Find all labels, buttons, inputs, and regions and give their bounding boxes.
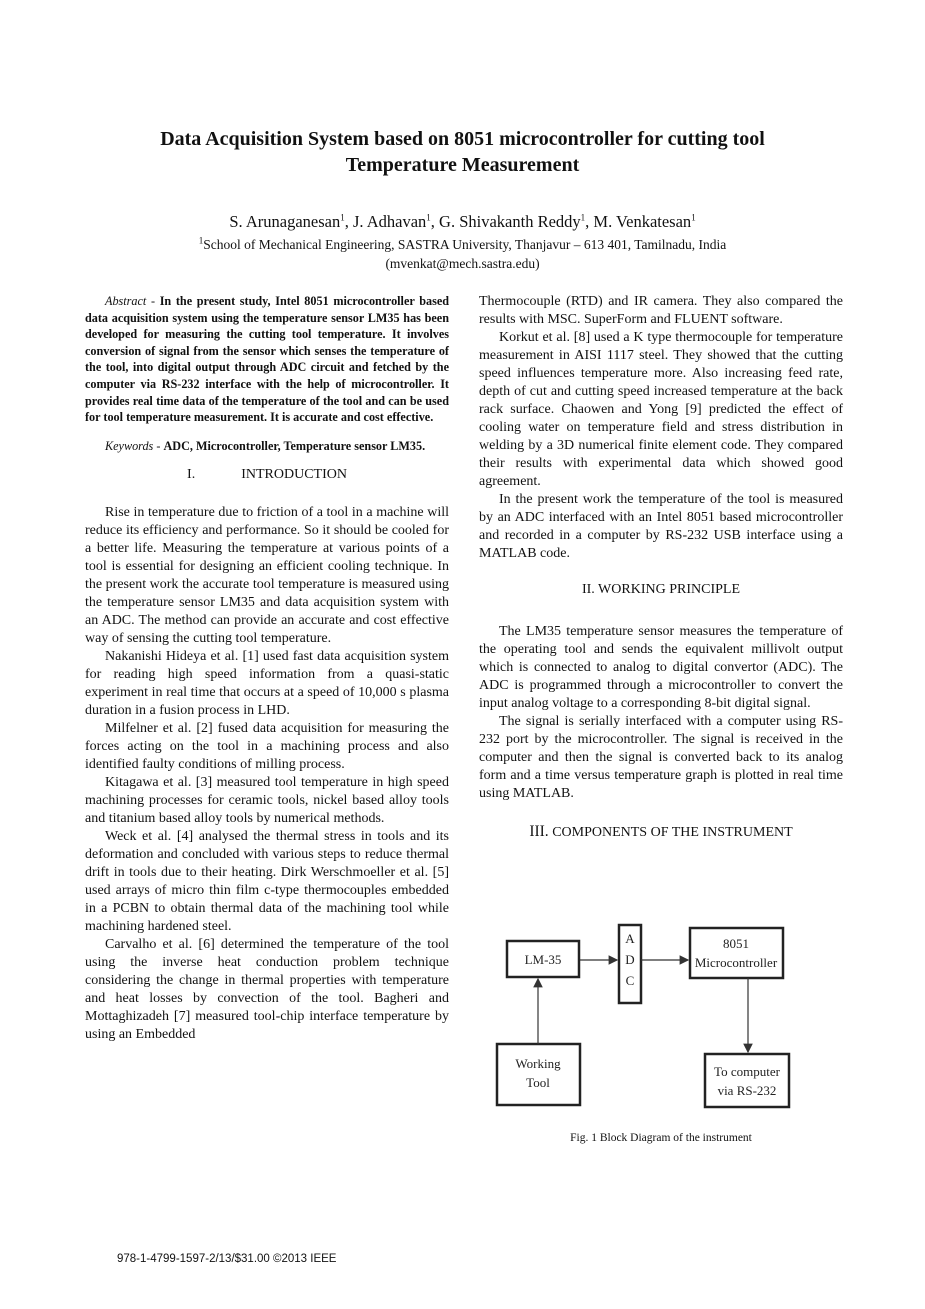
copyright-footer: 978-1-4799-1597-2/13/$31.00 ©2013 IEEE (117, 1253, 337, 1265)
author-superscript: 1 (340, 212, 345, 223)
author-name: G. Shivakanth Reddy (439, 212, 581, 231)
paragraph: Nakanishi Hideya et al. [1] used fast data acquisition system for reading high speed information from a quasi-static experiment in real time that occurs at a speed of 10,000 s plasma duration in a fusion process in LHD. (85, 649, 449, 719)
author-list (60, 211, 865, 233)
section-number: I. (187, 467, 196, 483)
section-title: COMPONENTS OF THE INSTRUMENT (548, 825, 793, 840)
section-number: III. (529, 823, 549, 840)
author-name: J. Adhavan (352, 212, 427, 231)
author-superscript: 1 (580, 212, 586, 223)
figure-caption: Fig. 1 Block Diagram of the instrument (570, 1132, 752, 1144)
paragraph: The LM35 temperature sensor measures the temperature of the operating tool and sends the equivalent millivolt output which is connected to analog to digital convertor (ADC). The ADC is programmed through a microcontroller to convert the input analog voltage to a corresponding 8-bit digital signal. (479, 624, 843, 711)
block-diagram (493, 917, 793, 1117)
author-superscript: 1 (426, 212, 431, 223)
paragraph: Korkut et al. [8] used a K type thermocouple for temperature measurement in AISI 1117 steel. They showed that the cutting speed influences temperature more. Also increasing feed rate, depth of cut and cutting speed increased temperature at the back rack surface. Chaowen and Yong [9] predicted the effect of cooling water on temperature field and stress distribution in welding by a 3D numerical finite element code. They compared their results with experimental data which showed good agreement. (479, 330, 843, 489)
keywords-dash: - (153, 438, 164, 453)
paragraph: Rise in temperature due to friction of a tool in a machine will reduce its efficiency and performance. So it should be cooled for a better life. Measuring the temperature at various points of a tool is essential for designing an efficient cooling technique. In the present work the accurate tool temperature is measured using the temperature sensor LM35 and data acquisition system with an ADC. The method can provide an accurate and cost effective way of sensing the cutting tool temperature. (85, 505, 449, 647)
working-tool-line2: Tool (526, 1075, 550, 1090)
affiliation-superscript: 1 (198, 235, 204, 246)
adc-letter: C (625, 973, 635, 988)
adc-letter: A (625, 931, 635, 946)
affiliation-block (60, 235, 865, 273)
lm35-label: LM-35 (524, 952, 562, 967)
author-name: S. Arunaganesan (229, 212, 341, 231)
title-line-2: Temperature Measurement (345, 154, 580, 176)
mcu-label-line1: 8051 (723, 936, 749, 951)
working-tool-line1: Working (515, 1056, 561, 1071)
microcontroller-block (690, 928, 783, 978)
section-heading-components (479, 823, 843, 842)
affiliation (60, 235, 865, 254)
keywords-text: ADC, Microcontroller, Temperature sensor LM35. (163, 438, 426, 453)
abstract-label: Abstract (105, 294, 147, 308)
paragraph: Thermocouple (RTD) and IR camera. They also compared the results with MSC. SuperForm and FLUENT software. (479, 294, 843, 327)
section-title: INTRODUCTION (241, 467, 347, 483)
keywords-label: Keywords (105, 438, 154, 453)
paragraph: In the present work the temperature of the tool is measured by an ADC interfaced with an Intel 8051 based microcontroller and recorded in a computer by RS-232 USB interface using a MATLAB code. (479, 492, 843, 561)
title-line-1: Data Acquisition System based on 8051 microcontroller for cutting tool (160, 128, 765, 150)
paragraph: Milfelner et al. [2] fused data acquisition for measuring the forces acting on the tool in a machining process and also identified faulty conditions of milling process. (85, 721, 449, 773)
working-tool-block (497, 1044, 580, 1105)
adc-block (619, 925, 641, 1003)
paragraph: Weck et al. [4] analysed the thermal stress in tools and its deformation and concluded with various steps to reduce thermal drift in tools due to their heating. Dirk Werschmoeller et al. [5] used arrays of micro thin film c-type thermocouples embedded in a PCBN to obtain thermal data of the machining tool while machining hardened steel. (85, 829, 449, 935)
mcu-label-line2: Microcontroller (694, 955, 778, 970)
computer-line2: via RS-232 (717, 1083, 777, 1098)
section-heading-working-principle: II. WORKING PRINCIPLE (581, 582, 740, 597)
affiliation-text: School of Mechanical Engineering, SASTRA University, Thanjavur – 613 401, Tamilnadu, India (203, 237, 727, 252)
paragraph: The signal is serially interfaced with a computer using RS-232 port by the microcontroller. The signal is received in the computer and then the signal is converted back to its analog form and a time versus temperature graph is plotted in real time using MATLAB. (479, 714, 843, 801)
right-column (479, 293, 843, 852)
author-separator: , (344, 212, 353, 231)
adc-letter: D (625, 952, 635, 967)
computer-block (705, 1054, 789, 1107)
lm35-block (507, 941, 579, 977)
author-name: M. Venkatesan (593, 212, 692, 231)
keywords (85, 438, 449, 455)
abstract-text: In the present study, Intel 8051 microcontroller based data acquisition system using the temperature sensor LM35 has been developed for measuring the cutting tool temperature. It involves conversion of signal from the sensor which senses the temperature of the tool, into digital output through ADC circuit and fetched by the computer via RS-232 interface with the help of microcontroller. It provides real time data of the temperature of the tool and can be used for tool temperature measurement. It is accurate and cost effective. (85, 294, 450, 425)
abstract (85, 293, 449, 426)
section-heading-introduction (85, 466, 449, 484)
abstract-dash: - (146, 294, 160, 308)
paper-title (60, 126, 865, 178)
author-email: (mvenkat@mech.sastra.edu) (385, 256, 540, 271)
author-superscript: 1 (691, 212, 696, 223)
left-column (85, 293, 449, 1044)
paragraph: Carvalho et al. [6] determined the temperature of the tool using the inverse heat conduction problem technique considering the change in thermal properties with temperature and heat losses by convection of the tool. Bagheri and Mottaghizadeh [7] measured tool-chip interface temperature by using an Embedded (85, 937, 449, 1043)
author-separator: , (585, 212, 594, 231)
paragraph: Kitagawa et al. [3] measured tool temperature in high speed machining processes for ceramic tools, nickel based alloy tools and titanium based alloy tools by numerical methods. (85, 775, 449, 827)
author-separator: , (430, 212, 440, 231)
computer-line1: To computer (714, 1064, 780, 1079)
